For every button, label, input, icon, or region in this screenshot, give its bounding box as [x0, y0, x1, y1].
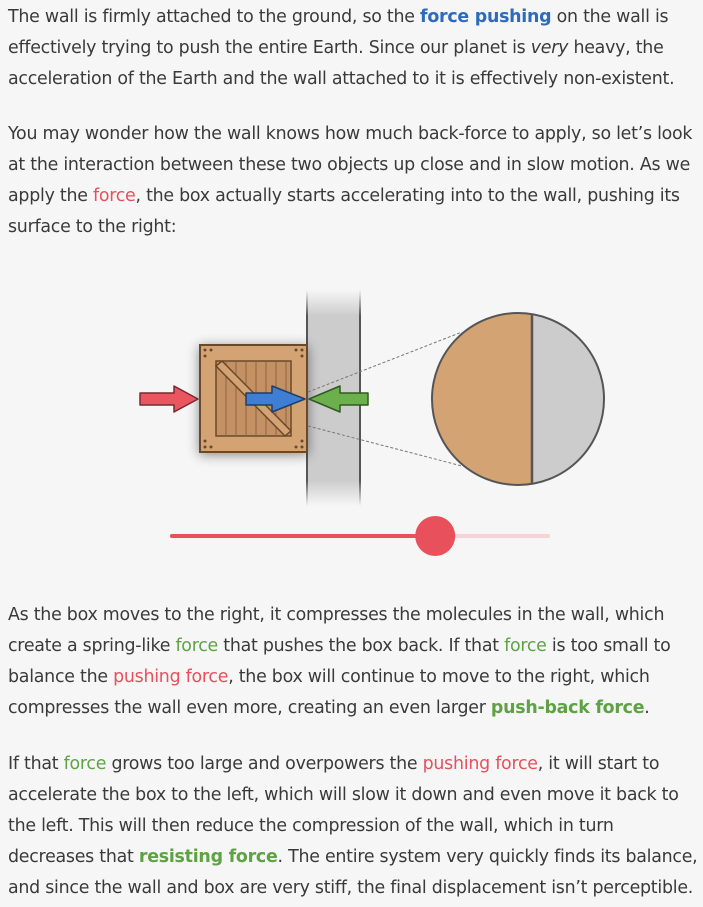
pushing-force-highlight: pushing force: [113, 667, 229, 687]
paragraph-4-line-3: the left. This will then reduce the compression of the wall, which in turn: [8, 816, 614, 836]
paragraph-1-line-2: [8, 33, 703, 64]
text: compresses the wall even more, creating an even larger: [8, 698, 491, 718]
paragraph-2: [8, 119, 703, 243]
paragraph-4-line-5: and since the wall and box are very stiff, the final displacement isn’t perceptible.: [8, 878, 694, 898]
text: apply the: [8, 186, 93, 206]
paragraph-3-line-2: [8, 631, 703, 662]
paragraph-4-line-1: [8, 749, 703, 780]
paragraph-4-line-2: accelerate the box to the left, which will slow it down and even move it back to: [8, 785, 679, 805]
paragraph-4: [8, 749, 703, 904]
pushing-force-arrow: [140, 386, 198, 412]
paragraph-4-line-4: [8, 842, 703, 873]
text: , the box will continue to move to the right, which: [228, 667, 650, 687]
text: The wall is firmly attached to the ground, so the: [8, 7, 420, 27]
force-highlight-green: force: [175, 636, 218, 656]
paragraph-2-line-1: You may wonder how the wall knows how much back-force to apply, so let’s look: [8, 124, 693, 144]
text: , it will start to: [537, 754, 660, 774]
paragraph-3-line-3: [8, 662, 703, 693]
text: , the box actually starts accelerating into to the wall, pushing its: [135, 186, 680, 206]
text: grows too large and overpowers the: [106, 754, 423, 774]
push-back-force-highlight: push-back force: [490, 698, 645, 718]
resisting-force-highlight: resisting force: [138, 847, 278, 867]
text: balance the: [8, 667, 114, 687]
paragraph-2-line-4: surface to the right:: [8, 217, 177, 237]
text: create a spring-like: [8, 636, 176, 656]
text: effectively trying to push the entire Earth. Since our planet is: [8, 38, 531, 58]
force-highlight-green: force: [63, 754, 107, 774]
text: decreases that: [8, 847, 139, 867]
force-pushing-highlight: force pushing: [420, 7, 552, 27]
text: If that: [8, 754, 64, 774]
pushing-force-highlight: pushing force: [422, 754, 538, 774]
paragraph-3: [8, 600, 703, 724]
force-diagram: [0, 280, 703, 570]
magnified-view: [430, 310, 622, 490]
text: .: [644, 698, 650, 718]
emphasis-very: very: [530, 38, 569, 58]
paragraph-1: [8, 2, 703, 95]
text: on the wall is: [551, 7, 669, 27]
paragraph-3-line-1: As the box moves to the right, it compresses the molecules in the wall, which: [8, 605, 665, 625]
force-highlight-green: force: [504, 636, 547, 656]
paragraph-2-line-2: at the interaction between these two objects up close and in slow motion. As we: [8, 155, 691, 175]
displacement-slider[interactable]: [172, 516, 548, 556]
slider-thumb[interactable]: [415, 516, 455, 556]
paragraph-3-line-4: [8, 693, 703, 724]
paragraph-1-line-1: [8, 2, 703, 33]
paragraph-1-line-3: acceleration of the Earth and the wall attached to it is effectively non-existent.: [8, 69, 675, 89]
text: is too small to: [546, 636, 671, 656]
text: . The entire system very quickly finds its balance,: [277, 847, 698, 867]
text: heavy, the: [568, 38, 664, 58]
paragraph-2-line-3: [8, 181, 703, 212]
force-highlight: force: [92, 186, 136, 206]
text: that pushes the box back. If that: [217, 636, 505, 656]
